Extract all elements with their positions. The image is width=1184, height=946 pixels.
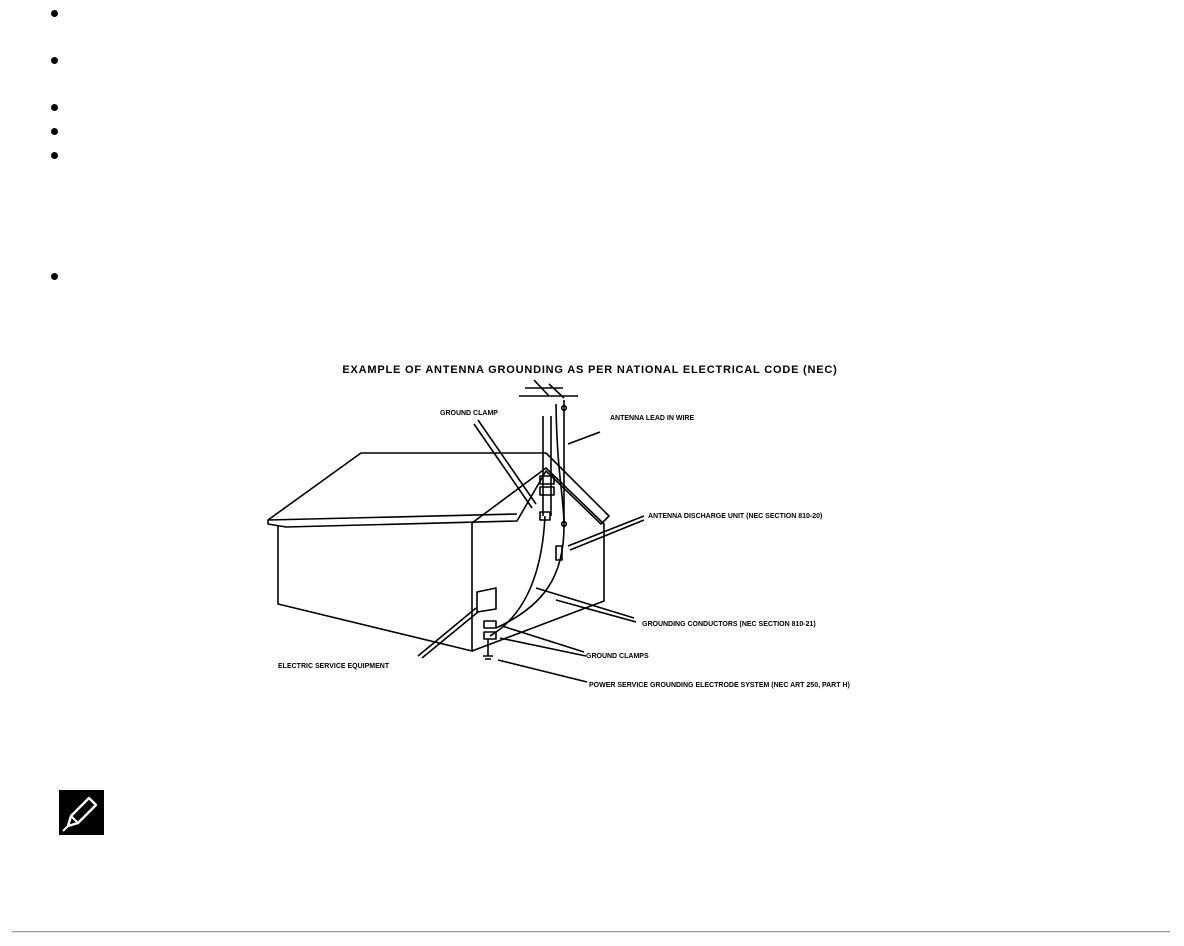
diagram-title: EXAMPLE OF ANTENNA GROUNDING AS PER NATIONAL ELECTRICAL CODE (NEC) [342,364,838,376]
label-electric-service-equipment: ELECTRIC SERVICE EQUIPMENT [278,663,390,670]
list-bullet [51,128,58,135]
list-bullet [51,273,58,280]
house-drawing [268,380,644,682]
bottom-divider [12,931,1170,933]
label-power-service-grounding: POWER SERVICE GROUNDING ELECTRODE SYSTEM (NEC ART 250, PART H) [589,682,850,689]
label-ground-clamps: GROUND CLAMPS [586,653,649,660]
antenna-grounding-diagram [264,356,924,702]
list-bullet [51,152,58,159]
label-antenna-lead-in-wire: ANTENNA LEAD IN WIRE [610,415,695,422]
label-ground-clamp: GROUND CLAMP [440,410,498,417]
note-pencil-icon [59,790,104,835]
list-bullet [51,104,58,111]
list-bullet [51,10,58,17]
label-antenna-discharge-unit: ANTENNA DISCHARGE UNIT (NEC SECTION 810-20) [648,513,823,520]
label-grounding-conductors: GROUNDING CONDUCTORS (NEC SECTION 810-21) [642,621,816,628]
list-bullet [51,57,58,64]
